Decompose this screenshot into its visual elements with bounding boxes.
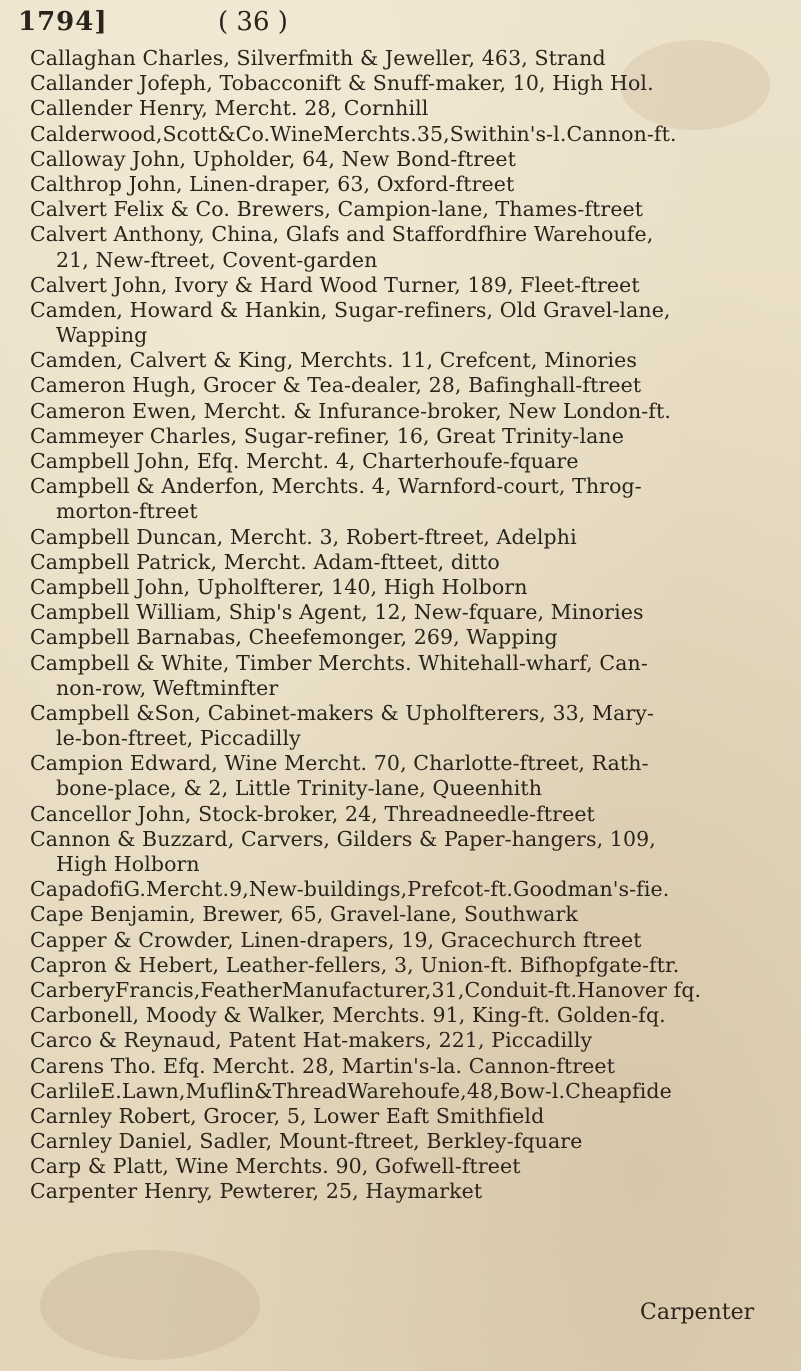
directory-entry: Calderwood,Scott&Co.WineMerchts.35,Swithin's-l.Cannon-ft.	[30, 121, 677, 146]
directory-entry: CarlileE.Lawn,Muflin&ThreadWarehoufe,48,Bow-l.Cheapfide	[30, 1078, 672, 1103]
directory-entry-continuation: Wapping	[56, 323, 148, 348]
catchword: Carpenter	[640, 1300, 755, 1325]
directory-entry: Callender Henry, Mercht. 28, Cornhill	[30, 96, 429, 121]
directory-entry: Cameron Hugh, Grocer & Tea-dealer, 28, Bafinghall-ftreet	[30, 373, 642, 398]
directory-entry: Carco & Reynaud, Patent Hat-makers, 221, Piccadilly	[30, 1028, 593, 1053]
directory-entry: Cape Benjamin, Brewer, 65, Gravel-lane, Southwark	[30, 902, 578, 927]
directory-entry: Cancellor John, Stock-broker, 24, Threadneedle-ftreet	[30, 801, 595, 826]
directory-entry: Callander Jofeph, Tobacconift & Snuff-maker, 10, High Hol.	[30, 71, 654, 96]
directory-entry: Camden, Howard & Hankin, Sugar-refiners, Old Gravel-lane,	[30, 297, 671, 322]
directory-entry: Carpenter Henry, Pewterer, 25, Haymarket	[30, 1179, 483, 1204]
directory-entry: Calvert Felix & Co. Brewers, Campion-lane, Thames-ftreet	[30, 197, 644, 222]
directory-entry: Capron & Hebert, Leather-fellers, 3, Union-ft. Bifhopfgate-ftr.	[30, 952, 680, 977]
directory-entry: Camden, Calvert & King, Merchts. 11, Crefcent, Minories	[30, 348, 637, 373]
directory-entry-continuation: 21, New-ftreet, Covent-garden	[56, 247, 378, 272]
directory-entry: Campbell Barnabas, Cheefemonger, 269, Wapping	[30, 625, 558, 650]
directory-entry: Calthrop John, Linen-draper, 63, Oxford-ftreet	[30, 171, 515, 196]
directory-entry-continuation: High Holborn	[56, 852, 200, 876]
directory-entry: Callaghan Charles, Silverfmith & Jeweller, 463, Strand	[30, 46, 606, 70]
directory-entry-continuation: non-row, Weftminfter	[56, 675, 279, 700]
directory-entry-continuation: morton-ftreet	[56, 499, 198, 524]
directory-entry: Campbell Patrick, Mercht. Adam-ftteet, ditto	[30, 549, 500, 574]
page-number: ( 36 )	[218, 7, 288, 37]
directory-entry: Carbonell, Moody & Walker, Merchts. 91, King-ft. Golden-fq.	[30, 1003, 666, 1028]
directory-entry-continuation: le-bon-ftreet, Piccadilly	[56, 726, 301, 751]
directory-entry: Campbell John, Upholfterer, 140, High Holborn	[30, 574, 528, 599]
directory-entry: Campbell &Son, Cabinet-makers & Upholfterers, 33, Mary-	[30, 700, 655, 725]
directory-entry: Cameron Ewen, Mercht. & Infurance-broker, New London-ft.	[30, 398, 671, 423]
directory-entry: Campbell William, Ship's Agent, 12, New-fquare, Minories	[30, 600, 644, 625]
directory-entry: Campbell & Anderfon, Merchts. 4, Warnford-court, Throg-	[30, 474, 642, 499]
directory-entry: Carnley Robert, Grocer, 5, Lower Eaft Smithfield	[30, 1103, 545, 1128]
directory-entry: CapadofiG.Mercht.9,New-buildings,Prefcot-ft.Goodman's-fie.	[30, 877, 670, 902]
directory-entry: Campbell & White, Timber Merchts. Whitehall-wharf, Can-	[30, 650, 648, 675]
directory-entry: Cammeyer Charles, Sugar-refiner, 16, Great Trinity-lane	[30, 423, 624, 448]
directory-entry: Carens Tho. Efq. Mercht. 28, Martin's-la. Cannon-ftreet	[30, 1053, 615, 1078]
directory-entry: Capper & Crowder, Linen-drapers, 19, Gracechurch ftreet	[30, 927, 642, 952]
directory-entry: Campbell Duncan, Mercht. 3, Robert-ftreet, Adelphi	[30, 524, 577, 549]
page-year: 1794]	[18, 7, 108, 37]
directory-entry: Cannon & Buzzard, Carvers, Gilders & Paper-hangers, 109,	[30, 826, 656, 851]
directory-entry-continuation: bone-place, & 2, Little Trinity-lane, Queenhith	[56, 776, 543, 801]
directory-entry: Calvert Anthony, China, Glafs and Staffordfhire Warehoufe,	[30, 222, 654, 247]
directory-entry: Carnley Daniel, Sadler, Mount-ftreet, Berkley-fquare	[30, 1129, 583, 1154]
directory-entry: Campion Edward, Wine Mercht. 70, Charlotte-ftreet, Rath-	[30, 751, 649, 776]
directory-entry: Campbell John, Efq. Mercht. 4, Charterhoufe-fquare	[30, 449, 579, 473]
directory-entry: CarberyFrancis,FeatherManufacturer,31,Conduit-ft.Hanover fq.	[30, 977, 702, 1002]
directory-entry: Calloway John, Upholder, 64, New Bond-ftreet	[30, 146, 516, 171]
directory-entry: Carp & Platt, Wine Merchts. 90, Gofwell-ftreet	[30, 1154, 521, 1179]
directory-entry: Calvert John, Ivory & Hard Wood Turner, 189, Fleet-ftreet	[30, 272, 640, 297]
page-header	[18, 2, 778, 42]
paper-stain	[40, 1250, 260, 1360]
directory-entries	[0, 46, 801, 1205]
